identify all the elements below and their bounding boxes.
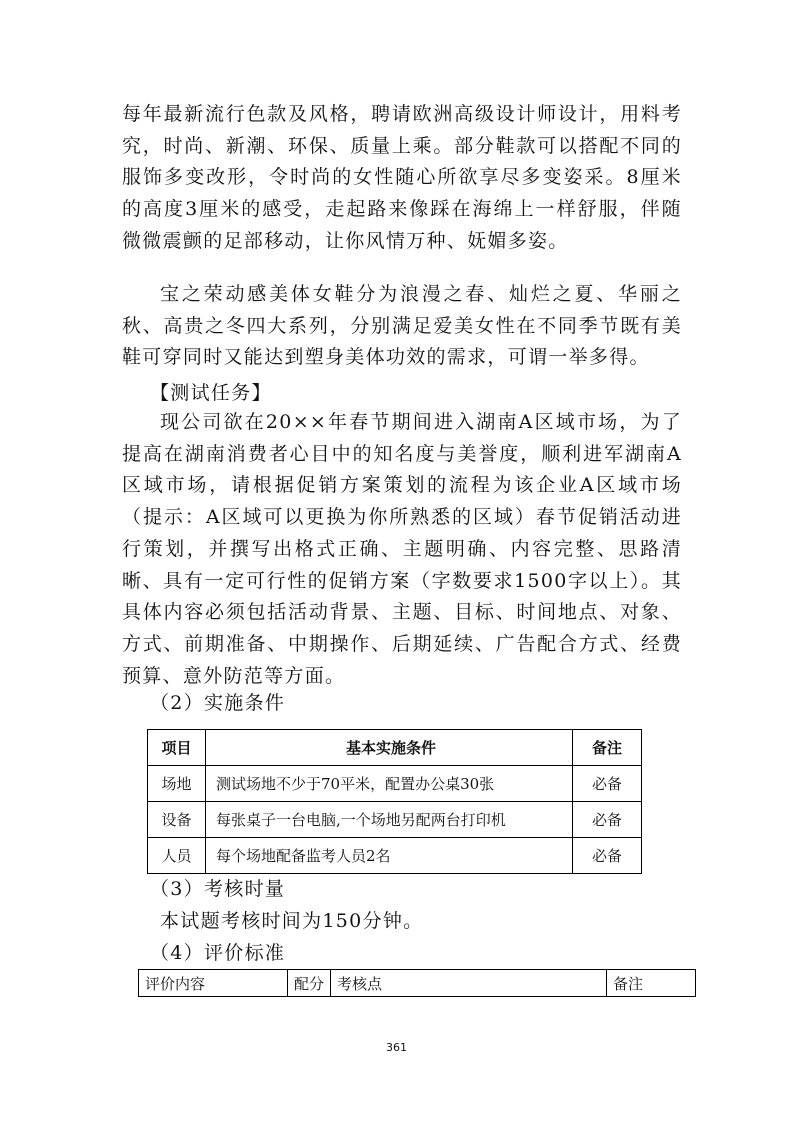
header-score: 配分 [288,970,331,997]
cell-remark: 必备 [573,802,642,838]
cell-item: 人员 [148,838,206,874]
header-eval-content: 评价内容 [139,970,288,997]
paragraph-product-series: 宝之荣动感美体女鞋分为浪漫之春、灿烂之夏、华丽之秋、高贵之冬四大系列，分别满足爱美女性在不同季节既有美鞋可穿同时又能达到塑身美体功效的需求，可谓一举多得。 [122,283,682,369]
cell-remark: 必备 [573,766,642,802]
cell-condition: 每张桌子一台电脑,一个场地另配两台打印机 [206,802,573,838]
paragraph-product-description: 每年最新流行色款及风格，聘请欧洲高级设计师设计，用料考究，时尚、新潮、环保、质量上乘。部分鞋款可以搭配不同的服饰多变改形，令时尚的女性随心所欲享尽多变姿采。8厘米的高度3厘米的感受，走起路来像踩在海绵上一样舒服，伴随微微震颤的足部移动，让你风情万种、妩媚多姿。 [122,103,682,252]
section-4-heading: （4）评价标准 [150,942,286,964]
header-remark: 备注 [573,730,642,766]
section-3-heading: （3）考核时量 [150,878,286,900]
header-conditions: 基本实施条件 [206,730,573,766]
evaluation-table [138,969,696,997]
table-header-row [148,730,642,766]
table-header-row [139,970,696,997]
header-assessment-point: 考核点 [331,970,607,997]
page-number: 361 [386,1041,407,1054]
paragraph-task: 现公司欲在20××年春节期间进入湖南A区域市场，为了提高在湖南消费者心目中的知名度与美誉度，顺利进军湖南A区域市场，请根据促销方案策划的流程为该企业A区域市场（提示：A区域可以更换为你所熟悉的区域）春节促销活动进行策划，并撰写出格式正确、主题明确、内容完整、思路清晰、具有一定可行性的促销方案（字数要求1500字以上）。其具体内容必须包括活动背景、主题、目标、时间地点、对象、方式、前期准备、中期操作、后期延续、广告配合方式、经费预算、意外防范等方面。 [122,411,682,687]
table-row [148,838,642,874]
cell-item: 场地 [148,766,206,802]
task-heading: 【测试任务】 [150,382,272,404]
header-remark: 备注 [607,970,696,997]
cell-condition: 测试场地不少于70平米，配置办公桌30张 [206,766,573,802]
cell-condition: 每个场地配备监考人员2名 [206,838,573,874]
cell-remark: 必备 [573,838,642,874]
table-row [148,766,642,802]
conditions-table [147,729,642,874]
header-item: 项目 [148,730,206,766]
table-row [148,802,642,838]
cell-item: 设备 [148,802,206,838]
section-2-heading: （2）实施条件 [150,692,286,714]
exam-duration-text: 本试题考核时间为150分钟。 [160,910,424,932]
